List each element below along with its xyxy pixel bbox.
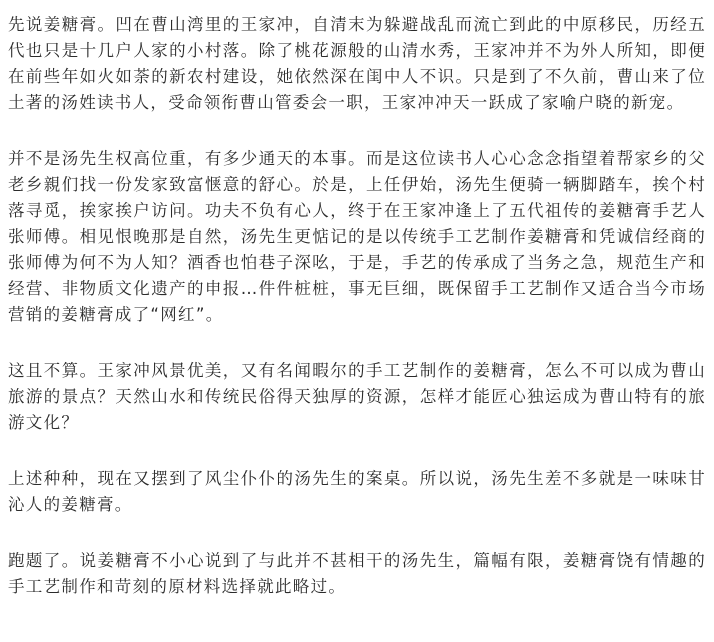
paragraph-4: 上述种种，现在又摆到了风尘仆仆的汤先生的案桌。所以说，汤先生差不多就是一味味甘沁人的姜糖膏。 (8, 469, 706, 514)
paragraph-3: 这且不算。王家冲风景优美，又有名闻暇尔的手工艺制作的姜糖膏，怎么不可以成为曹山旅游的景点？天然山水和传统民俗得天独厚的资源，怎样才能匠心独运成为曹山特有的旅游文化？ (8, 361, 706, 432)
paragraph-5: 跑题了。说姜糖膏不小心说到了与此并不甚相干的汤先生，篇幅有限，姜糖膏饶有情趣的手工艺制作和苛刻的原材料选择就此略过。 (8, 551, 706, 596)
paragraph-2: 并不是汤先生权高位重，有多少通天的本事。而是这位读书人心心念念指望着帮家乡的父老乡親们找一份发家致富惬意的舒心。於是，上任伊始，汤先生便骑一辆脚踏车，挨个村落寻觅，挨家挨户访问。功夫不负有心人，终于在王家冲逢上了五代祖传的姜糖膏手艺人张师傅。相见恨晚那是自然，汤先生更惦记的是以传统手工艺制作姜糖膏和凭诚信经商的张师傅为何不为人知？酒香也怕巷子深吆，于是，手艺的传承成了当务之急，规范生产和经营、非物质文化遗产的申报…件件桩桩，事无巨细，既保留手工艺制作又适合当今市场营销的姜糖膏成了“网红”。 (8, 149, 706, 324)
paragraph-1: 先说姜糖膏。凹在曹山湾里的王家冲，自清末为躲避战乱而流亡到此的中原移民，历经五代也只是十几户人家的小村落。除了桃花源般的山清水秀，王家冲并不为外人所知，即便在前些年如火如荼的新农村建设，她依然深在闺中人不识。只是到了不久前，曹山来了位土著的汤姓读书人，受命领衔曹山管委会一职，王家冲冲天一跃成了家喻户晓的新宠。 (8, 15, 706, 112)
